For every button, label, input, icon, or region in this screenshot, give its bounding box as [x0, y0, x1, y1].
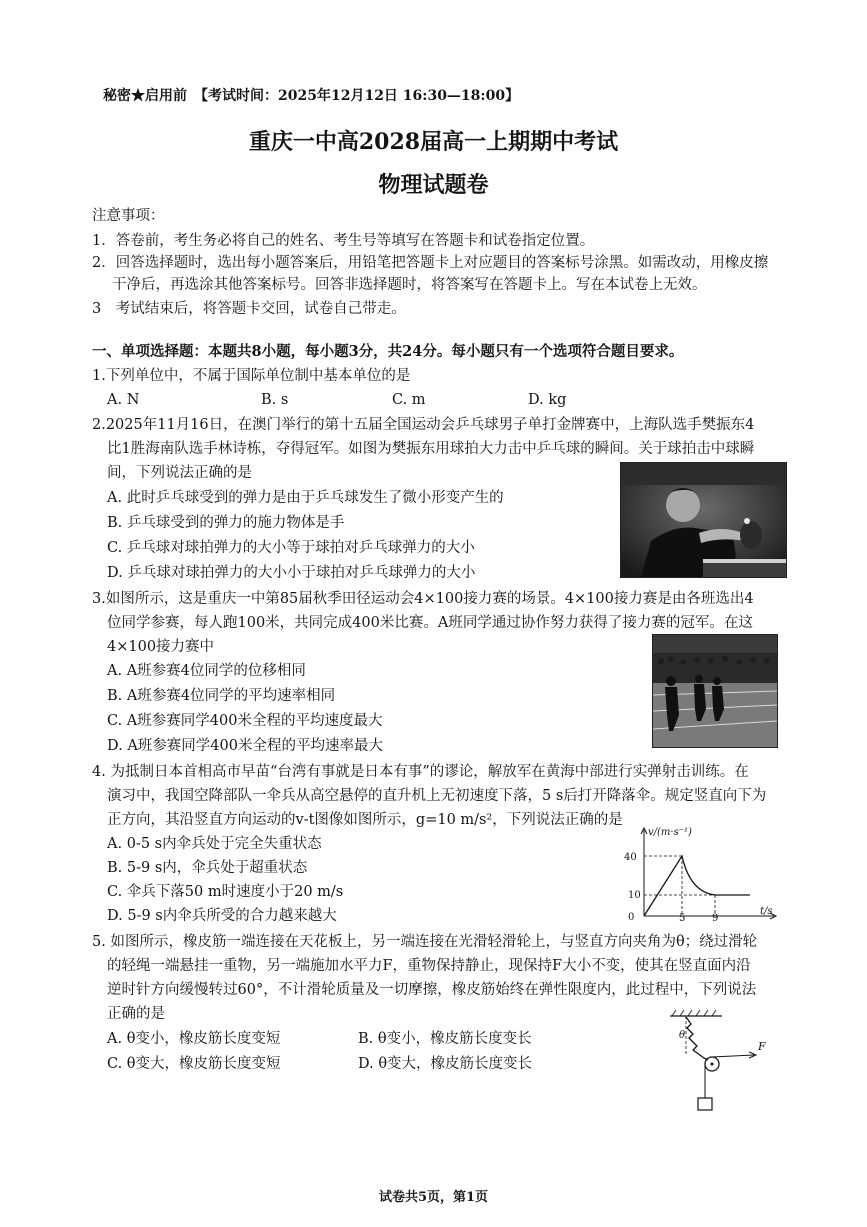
question-4-stem: 4. 为抵制日本首相高市早苗“台湾有事就是日本有事”的谬论，解放军在黄海中部进行实弹射击训练。在 — [92, 764, 749, 780]
question-2-stem: 2.2025年11月16日，在澳门举行的第十五届全国运动会乒乓球男子单打金牌赛中，上海队选手樊振东4 — [92, 417, 755, 433]
question-2-stem: 比1胜海南队选手林诗栋，夺得冠军。如图为樊振东用球拍大力击中乒乓球的瞬间。关于球拍击中球瞬 — [107, 441, 755, 457]
graph-x-tick: 5 — [679, 913, 686, 924]
notice-item: 3 考试结束后，将答题卡交回，试卷自己带走。 — [92, 301, 406, 317]
q5-option-b: B. θ变小，橡皮筋长度变长 — [358, 1031, 532, 1047]
q3-option-d: D. A班参赛同学400米全程的平均速率最大 — [107, 738, 383, 754]
question-5-stem: 的轻绳一端悬挂一重物，另一端施加水平力F，重物保持静止，现保持F大小不变，使其在竖直面内沿 — [107, 958, 751, 974]
question-3-stem: 3.如图所示，这是重庆一中第85届秋季田径运动会4×100接力赛的场景。4×100接力赛是由各班选出4 — [92, 591, 754, 607]
q5-option-d: D. θ变大，橡皮筋长度变长 — [358, 1056, 533, 1072]
pulley-diagram — [660, 1006, 780, 1114]
question-4-stem: 正方向，其沿竖直方向运动的v-t图像如图所示，g=10 m/s²，下列说法正确的是 — [107, 812, 623, 828]
q1-option-b: B. s — [261, 392, 289, 408]
q4-option-c: C. 伞兵下落50 m时速度小于20 m/s — [107, 884, 344, 900]
weight-block — [698, 1098, 712, 1110]
notice-item: 2．回答选择题时，选出每小题答案后，用铅笔把答题卡上对应题目的答案标号涂黑。如需改动，用橡皮擦 — [92, 255, 769, 271]
force-label: F — [758, 1040, 766, 1053]
section-heading: 一、单项选择题：本题共8小题，每小题3分，共24分。每小题只有一个选项符合题目要求。 — [92, 343, 684, 360]
question-5-stem: 逆时针方向缓慢转过60°，不计滑轮质量及一切摩擦，橡皮筋始终在弹性限度内，此过程中，下列说法 — [107, 982, 757, 998]
q4-option-d: D. 5-9 s内伞兵所受的合力越来越大 — [107, 908, 337, 924]
graph-y-axis-label: v/(m·s⁻¹) — [648, 827, 692, 838]
theta-label: θ — [679, 1030, 686, 1041]
question-2-stem: 间，下列说法正确的是 — [107, 465, 252, 481]
notice-heading: 注意事项： — [92, 208, 165, 224]
q2-option-a: A. 此时乒乓球受到的弹力是由于乒乓球发生了微小形变产生的 — [107, 490, 504, 506]
table-tennis-photo — [620, 462, 787, 578]
q5-option-c: C. θ变大，橡皮筋长度变短 — [107, 1056, 281, 1072]
question-4-stem: 演习中，我国空降部队一伞兵从高空悬停的直升机上无初速度下落，5 s后打开降落伞。规定竖直向下为 — [107, 788, 767, 804]
q2-option-c: C. 乒乓球对球拍弹力的大小等于球拍对乒乓球弹力的大小 — [107, 540, 475, 556]
question-3-stem: 4×100接力赛中 — [107, 639, 215, 655]
graph-x-axis-label: t/s — [760, 906, 773, 917]
relay-race-photo — [652, 634, 778, 748]
q3-option-c: C. A班参赛同学400米全程的平均速度最大 — [107, 713, 383, 729]
q1-option-c: C. m — [392, 392, 426, 408]
question-3-stem: 位同学参赛，每人跑100米，共同完成400米比赛。A班同学通过协作努力获得了接力赛的冠军。在这 — [107, 615, 753, 631]
q3-option-b: B. A班参赛4位同学的平均速率相同 — [107, 688, 336, 704]
velocity-time-graph — [622, 822, 782, 926]
graph-y-tick: 10 — [628, 890, 641, 901]
q1-option-d: D. kg — [528, 392, 567, 408]
question-1-stem: 1.下列单位中，不属于国际单位制中基本单位的是 — [92, 368, 411, 384]
q3-option-a: A. A班参赛4位同学的位移相同 — [107, 663, 306, 679]
confidential-header: 秘密★启用前 【考试时间：2025年12月12日 16:30—18:00】 — [103, 88, 520, 104]
graph-origin-label: 0 — [628, 912, 635, 923]
q5-option-a: A. θ变小，橡皮筋长度变短 — [107, 1031, 281, 1047]
q2-option-b: B. 乒乓球受到的弹力的施力物体是手 — [107, 515, 345, 531]
exam-title: 重庆一中高2028届高一上期期中考试 — [248, 129, 619, 155]
notice-item: 干净后，再选涂其他答案标号。回答非选择题时，将答案写在答题卡上。写在本试卷上无效。 — [112, 277, 707, 293]
question-5-stem: 5. 如图所示，橡皮筋一端连接在天花板上，另一端连接在光滑轻滑轮上，与竖直方向夹角为θ；绕过滑轮 — [92, 934, 758, 950]
question-5-stem: 正确的是 — [107, 1006, 165, 1022]
notice-item: 1．答卷前，考生务必将自己的姓名、考生号等填写在答题卡和试卷指定位置。 — [92, 233, 595, 249]
q1-option-a: A. N — [107, 392, 140, 408]
paper-title: 物理试题卷 — [378, 172, 489, 198]
q4-option-b: B. 5-9 s内，伞兵处于超重状态 — [107, 860, 308, 876]
q2-option-d: D. 乒乓球对球拍弹力的大小小于球拍对乒乓球弹力的大小 — [107, 565, 476, 581]
page-footer: 试卷共5页，第1页 — [378, 1190, 489, 1205]
graph-y-tick: 40 — [624, 852, 637, 863]
q4-option-a: A. 0-5 s内伞兵处于完全失重状态 — [107, 836, 322, 852]
graph-x-tick: 9 — [712, 913, 719, 924]
